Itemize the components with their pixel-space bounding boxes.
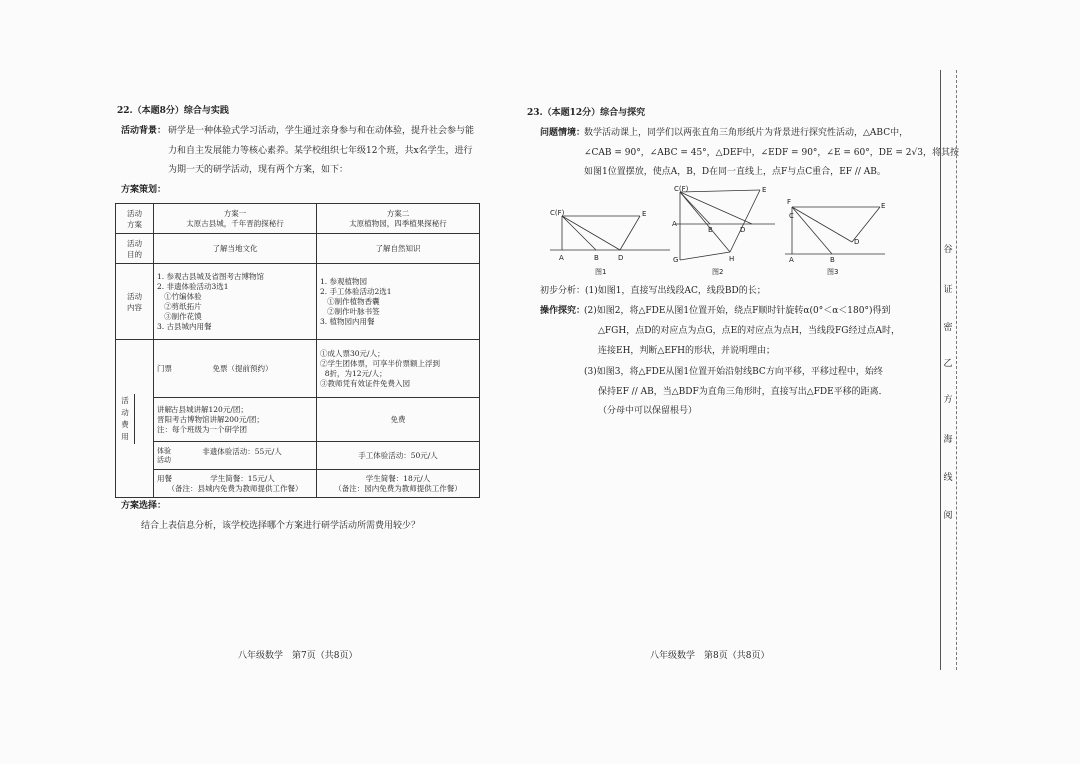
seal-char-7: 线 <box>943 473 953 483</box>
exp-B: 手工体验活动：50元/人 <box>317 442 480 470</box>
meal-label: 用餐 <box>157 473 172 483</box>
q22-title: 22.（本题8分）综合与实践 <box>117 106 229 116</box>
analysis: 初步分析：(1)如图1，直接写出线段AC，线段BD的长； <box>540 286 766 296</box>
fig2-caption: 图2 <box>712 268 724 276</box>
plan-table <box>115 203 480 498</box>
plan-label: 方案策划： <box>121 185 167 195</box>
figure-3 <box>785 198 885 264</box>
explore-line-3: 连接EH，判断△EFH的形状，并说明理由； <box>598 346 776 356</box>
explore-line-1: (2)如图2，将△FDE从图1位置开始，绕点F顺时针旋转α(0°＜α＜180°)得到 <box>584 306 891 316</box>
svg-text:A: A <box>672 220 677 228</box>
figure-2 <box>672 185 775 264</box>
planB-title: 方案二 <box>386 208 410 218</box>
explore-line-6: （分母中可以保留根号） <box>598 406 698 416</box>
q23-title: 23.（本题12分）综合与探究 <box>527 108 646 118</box>
content-B: 1. 参观植物园 2. 手工体验活动2选1 ①制作植物香囊 ②制作叶脉书签 3. 植物园内用餐 <box>317 264 480 340</box>
seal-char-4: 乙 <box>943 359 953 369</box>
exp-A <box>154 442 317 470</box>
svg-text:E: E <box>881 202 886 210</box>
svg-text:B: B <box>830 256 835 264</box>
goal-A: 了解当地文化 <box>154 234 317 264</box>
explore-line-2: △FGH，点D的对应点为点G，点E的对应点为点H，当线段FG经过点A时， <box>598 326 900 336</box>
planA-title: 方案一 <box>223 208 247 218</box>
left-footer: 八年级数学 第7页（共8页） <box>238 651 358 661</box>
head-col0: 活动 方案 <box>116 204 154 234</box>
svg-text:C(F): C(F) <box>674 185 689 193</box>
fee-label: 活 动 费 用 <box>121 395 129 441</box>
meal-B: 学生简餐：18元/人 （备注：园内免费为教师提供工作餐） <box>317 470 480 498</box>
fig1-caption: 图1 <box>595 268 607 276</box>
svg-text:H: H <box>729 255 735 263</box>
fee-sublabels <box>135 394 154 444</box>
goal-B: 了解自然知识 <box>317 234 480 264</box>
choice-label: 方案选择： <box>121 501 167 511</box>
svg-text:D: D <box>854 238 860 246</box>
planB-head <box>317 204 480 234</box>
guide-B: 免费 <box>317 398 480 442</box>
planA-head <box>154 204 317 234</box>
right-footer: 八年级数学 第8页（共8页） <box>650 651 770 661</box>
problem-line-1: 数学活动课上，同学们以两张直角三角形纸片为背景进行探究性活动，△ABC中， <box>584 128 909 138</box>
content-label: 活动 内容 <box>116 264 154 340</box>
seal-char-3: 密 <box>943 323 953 333</box>
content-A: 1. 参观古县城及省图考古博物馆 2. 非遗体验活动3选1 ①竹编体验 ②剪纸拓片 ③制作花馍 3. 古县城内用餐 <box>154 264 317 340</box>
seal-char-2: 证 <box>943 285 953 295</box>
svg-text:D: D <box>618 254 624 262</box>
binding-strip <box>932 0 1080 764</box>
problem-line-3: 如图1位置摆放，使点A，B，D在同一直线上，点F与点C重合，EF // AB。 <box>584 167 886 177</box>
right-page <box>527 0 959 764</box>
seal-char-6: 海 <box>943 435 953 445</box>
svg-text:E: E <box>762 186 767 194</box>
svg-text:E: E <box>642 210 647 218</box>
svg-text:A: A <box>559 254 564 262</box>
svg-text:D: D <box>740 226 746 234</box>
problem-label: 问题情境： <box>540 128 586 138</box>
svg-text:C: C <box>789 212 794 220</box>
explore-line-5: 保持EF // AB，当△BDF为直角三角形时，直接写出△FDE平移的距离． <box>598 387 888 397</box>
seal-char-8: 阅 <box>943 511 953 521</box>
meal-A-text: 学生简餐：15元/人 （备注：县城内免费为教师提供工作餐） <box>167 473 303 493</box>
goal-label: 活动 目的 <box>116 234 154 264</box>
svg-text:G: G <box>673 256 679 264</box>
ticket-B: ①成人票30元/人； ②学生团体票，可享半价票额上浮到 8折，为12元/人； ③教师凭有效证件免费入园 <box>317 340 480 398</box>
ticket-A <box>154 340 317 398</box>
meal-A <box>154 470 317 498</box>
background-line-1: 研学是一种体验式学习活动，学生通过亲身参与和在动体验，提升社会参与能 <box>168 126 475 136</box>
background-line-2: 力和自主发展能力等核心素养。某学校组织七年级12个班，共x名学生，进行 <box>168 146 473 156</box>
figures <box>540 182 900 278</box>
problem-line-2: ∠CAB = 90°，∠ABC = 45°，△DEF中，∠EDF = 90°，∠E = 60°，DE = 2√3，将其按 <box>584 148 959 158</box>
svg-text:A: A <box>789 256 794 264</box>
figure-1 <box>550 209 670 262</box>
explore-label: 操作探究： <box>540 306 586 316</box>
explore-line-4: (3)如图3，将△FDE从图1位置开始沿射线BC方向平移，平移过程中，始终 <box>584 367 883 377</box>
seal-char-1: 谷 <box>943 245 953 255</box>
binding-line <box>940 70 941 670</box>
exp-A-text: 非遗体验活动：55元/人 <box>202 446 282 456</box>
binding-dashed-line <box>956 70 957 670</box>
planB-sub: 太原植物园，四季植果探秘行 <box>349 218 447 228</box>
svg-text:F: F <box>787 198 792 206</box>
background-line-3: 为期一天的研学活动，现有两个方案，如下： <box>168 165 349 175</box>
seal-char-5: 方 <box>943 395 953 405</box>
choice-text: 结合上表信息分析，该学校选择哪个方案进行研学活动所需费用较少？ <box>141 521 421 531</box>
svg-text:B: B <box>708 226 713 234</box>
ticket-A-text: 免票（提前预约） <box>212 363 273 373</box>
exp-label: 体验 活动 <box>157 446 171 464</box>
guide-label: 讲解 <box>157 404 172 414</box>
svg-text:B: B <box>594 254 599 262</box>
svg-text:C(F): C(F) <box>550 209 565 217</box>
guide-A-text: 古县城讲解120元/团； 晋阳考古博物馆讲解200元/团； 注：每个班级为一个研学团 <box>157 404 264 434</box>
fee-cell <box>116 340 154 498</box>
fig3-caption: 图3 <box>827 268 839 276</box>
ticket-label: 门票 <box>157 363 172 373</box>
guide-A <box>154 398 317 442</box>
planA-sub: 太原古县城，千年晋韵探秘行 <box>186 218 284 228</box>
background-label: 活动背景： <box>121 126 167 136</box>
